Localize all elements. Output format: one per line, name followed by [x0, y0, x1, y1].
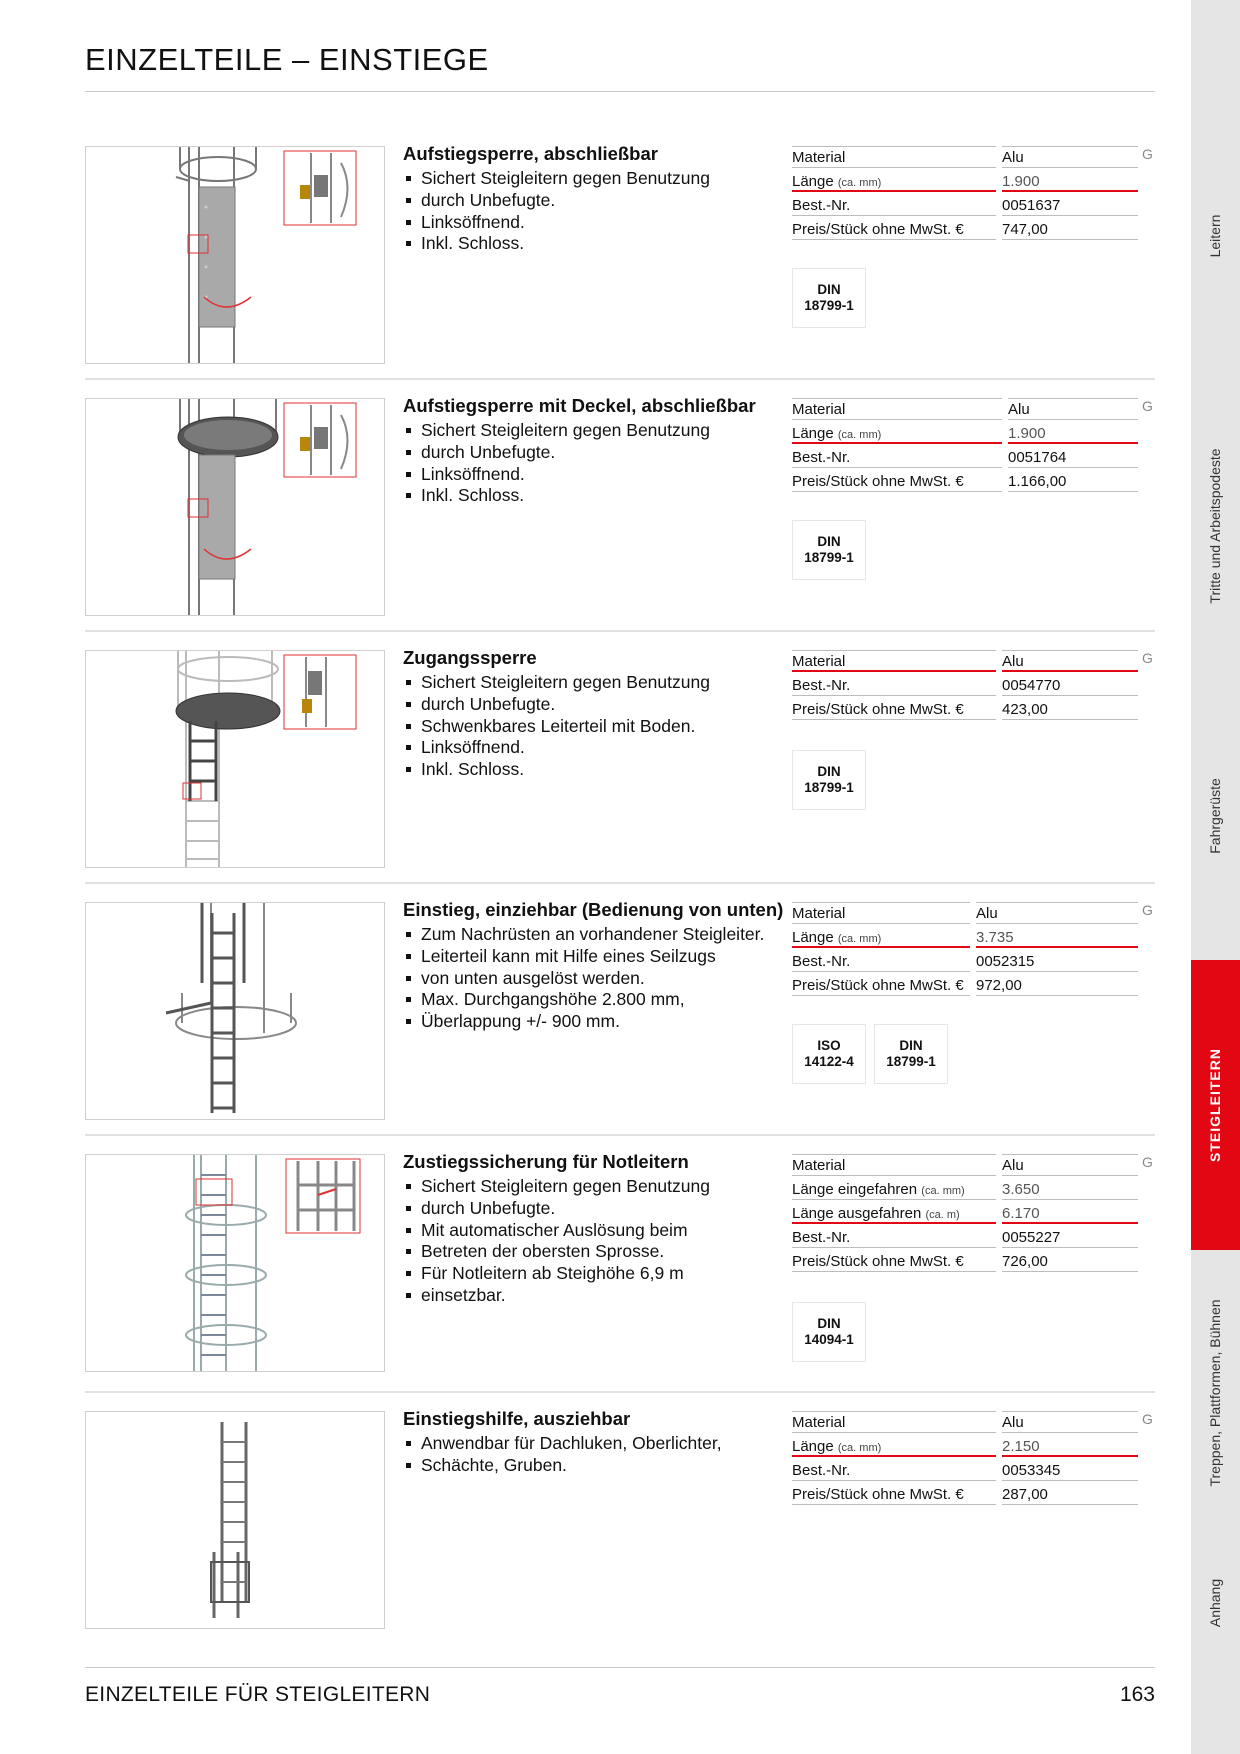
group-mark: G [1142, 650, 1153, 666]
page-title: EINZELTEILE – EINSTIEGE [85, 42, 489, 77]
norm-badge [792, 750, 866, 810]
product-image [85, 146, 385, 364]
norm-badge [792, 520, 866, 580]
spec-value: Alu [1002, 1414, 1024, 1431]
spec-label: Länge eingefahren [792, 1181, 918, 1198]
spec-value: Alu [1008, 401, 1030, 418]
product-description [403, 672, 710, 781]
product-divider [85, 378, 1155, 380]
spec-label-note: (ca. mm) [921, 1185, 965, 1197]
spec-value: Alu [1002, 149, 1024, 166]
bullet-item: Sichert Steigleitern gegen Benutzung [403, 672, 710, 694]
sidebar-tab-treppen[interactable]: Treppen, Plattformen, Bühnen [1207, 1299, 1223, 1487]
bullet-item: Schächte, Gruben. [403, 1455, 722, 1477]
spec-value: 0053345 [1002, 1462, 1061, 1479]
spec-label-note: (ca. mm) [837, 1442, 882, 1454]
bullet-item: von unten ausgelöst werden. [403, 968, 764, 990]
group-mark: G [1142, 902, 1153, 918]
spec-value: 0055227 [1002, 1229, 1061, 1246]
spec-value: Alu [1002, 653, 1024, 670]
page-number: 163 [1119, 1683, 1155, 1706]
bullet-item: Betreten der obersten Sprosse. [403, 1241, 710, 1263]
product-description [403, 924, 764, 1033]
product-image [85, 1411, 385, 1629]
header-divider [85, 91, 1155, 92]
bullet-item: Anwendbar für Dachluken, Oberlichter, [403, 1433, 722, 1455]
norm-type: ISO [817, 1038, 841, 1053]
spec-label: Länge [792, 1438, 834, 1455]
product-description [403, 168, 710, 255]
norm-number: 14122-4 [804, 1054, 854, 1069]
bullet-item: Zum Nachrüsten an vorhandener Steigleiter. [403, 924, 764, 946]
norm-number: 14094-1 [804, 1332, 854, 1347]
spec-value: 3.735 [976, 929, 1014, 946]
spec-label-note: (ca. mm) [837, 177, 882, 189]
product-block [85, 647, 1155, 868]
bullet-item: Linksöffnend. [403, 212, 710, 234]
norm-badge [874, 1024, 948, 1084]
spec-label: Material [792, 905, 846, 922]
product-title: Einstiegshilfe, ausziehbar [403, 1408, 631, 1429]
bullet-item: durch Unbefugte. [403, 694, 710, 716]
product-description [403, 1176, 710, 1307]
section-sidebar [1191, 0, 1240, 1754]
spec-value: 1.900 [1002, 173, 1040, 190]
product-divider [85, 1134, 1155, 1136]
norm-number: 18799-1 [804, 550, 854, 565]
group-mark: G [1142, 1411, 1153, 1427]
sidebar-tab-tritte[interactable]: Tritte und Arbeitspodeste [1207, 448, 1223, 604]
bullet-item: Schwenkbares Leiterteil mit Boden. [403, 716, 710, 738]
group-mark: G [1142, 146, 1153, 162]
spec-label-note: (ca. mm) [837, 429, 882, 441]
bullet-item: Inkl. Schloss. [403, 233, 710, 255]
sidebar-tab-leitern[interactable]: Leitern [1207, 214, 1223, 258]
bullet-item: Sichert Steigleitern gegen Benutzung [403, 420, 710, 442]
spec-label: Länge [792, 173, 834, 190]
spec-value: 726,00 [1002, 1253, 1048, 1270]
norm-number: 18799-1 [886, 1054, 936, 1069]
spec-value: 0054770 [1002, 677, 1061, 694]
spec-label: Material [792, 1157, 846, 1174]
spec-label-note: (ca. m) [925, 1209, 960, 1221]
norm-type: DIN [899, 1038, 923, 1053]
norm-type: DIN [817, 764, 841, 779]
product-divider [85, 882, 1155, 884]
footer-title: EINZELTEILE FÜR STEIGLEITERN [85, 1683, 431, 1706]
spec-value: 747,00 [1002, 221, 1048, 238]
product-description [403, 1433, 722, 1477]
spec-label: Länge [792, 425, 834, 442]
product-block [85, 1408, 1155, 1629]
bullet-item: Überlappung +/- 900 mm. [403, 1011, 764, 1033]
product-image [85, 1154, 385, 1372]
spec-value: 3.650 [1002, 1181, 1040, 1198]
spec-value: 972,00 [976, 977, 1022, 994]
spec-label: Best.-Nr. [792, 1462, 851, 1479]
bullet-item: durch Unbefugte. [403, 442, 710, 464]
product-image [85, 902, 385, 1120]
bullet-item: Inkl. Schloss. [403, 485, 710, 507]
spec-label: Länge [792, 929, 834, 946]
product-title: Zustiegssicherung für Notleitern [403, 1151, 689, 1172]
spec-label: Material [792, 149, 846, 166]
spec-value: 1.166,00 [1008, 473, 1067, 490]
bullet-item: Linksöffnend. [403, 464, 710, 486]
spec-label: Best.-Nr. [792, 197, 851, 214]
spec-value: 0052315 [976, 953, 1035, 970]
bullet-item: Leiterteil kann mit Hilfe eines Seilzugs [403, 946, 764, 968]
bullet-item: Für Notleitern ab Steighöhe 6,9 m [403, 1263, 710, 1285]
bullet-item: durch Unbefugte. [403, 1198, 710, 1220]
product-block [85, 899, 1155, 1120]
spec-value: Alu [976, 905, 998, 922]
spec-label: Preis/Stück ohne MwSt. € [792, 977, 964, 994]
spec-value: 1.900 [1008, 425, 1046, 442]
group-mark: G [1142, 398, 1153, 414]
product-title: Einstieg, einziehbar (Bedienung von unten) [403, 899, 784, 920]
product-title: Aufstiegsperre, abschließbar [403, 143, 658, 164]
norm-number: 18799-1 [804, 298, 854, 313]
product-description [403, 420, 710, 507]
product-title: Aufstiegsperre mit Deckel, abschließbar [403, 395, 756, 416]
bullet-item: Max. Durchgangshöhe 2.800 mm, [403, 989, 764, 1011]
spec-label: Best.-Nr. [792, 1229, 851, 1246]
norm-badge [792, 1024, 866, 1084]
spec-label: Material [792, 401, 846, 418]
footer-divider [85, 1667, 1155, 1668]
product-block [85, 143, 1155, 364]
product-divider [85, 630, 1155, 632]
product-image [85, 650, 385, 868]
norm-type: DIN [817, 534, 841, 549]
bullet-item: Inkl. Schloss. [403, 759, 710, 781]
spec-label: Best.-Nr. [792, 953, 851, 970]
spec-label: Material [792, 653, 846, 670]
product-block [85, 1151, 1155, 1372]
sidebar-tab-steigleitern[interactable]: STEIGLEITERN [1207, 1048, 1223, 1162]
spec-value: 0051637 [1002, 197, 1061, 214]
spec-value: Alu [1002, 1157, 1024, 1174]
spec-label: Preis/Stück ohne MwSt. € [792, 221, 964, 238]
product-divider [85, 1391, 1155, 1393]
bullet-item: Sichert Steigleitern gegen Benutzung [403, 168, 710, 190]
spec-value: 423,00 [1002, 701, 1048, 718]
product-image [85, 398, 385, 616]
spec-label-note: (ca. mm) [837, 933, 882, 945]
norm-type: DIN [817, 1316, 841, 1331]
product-block [85, 395, 1155, 616]
group-mark: G [1142, 1154, 1153, 1170]
spec-value: 6.170 [1002, 1205, 1040, 1222]
norm-type: DIN [817, 282, 841, 297]
spec-label: Best.-Nr. [792, 449, 851, 466]
spec-label: Preis/Stück ohne MwSt. € [792, 1253, 964, 1270]
spec-label: Preis/Stück ohne MwSt. € [792, 701, 964, 718]
bullet-item: Linksöffnend. [403, 737, 710, 759]
sidebar-tab-fahrgerueste[interactable]: Fahrgerüste [1207, 778, 1223, 854]
bullet-item: einsetzbar. [403, 1285, 710, 1307]
spec-label: Best.-Nr. [792, 677, 851, 694]
norm-number: 18799-1 [804, 780, 854, 795]
norm-badge [792, 1302, 866, 1362]
norm-badge [792, 268, 866, 328]
bullet-item: Mit automatischer Auslösung beim [403, 1220, 710, 1242]
spec-label: Preis/Stück ohne MwSt. € [792, 473, 964, 490]
sidebar-tab-anhang[interactable]: Anhang [1207, 1578, 1223, 1628]
spec-label: Material [792, 1414, 846, 1431]
spec-label: Preis/Stück ohne MwSt. € [792, 1486, 964, 1503]
bullet-item: Sichert Steigleitern gegen Benutzung [403, 1176, 710, 1198]
spec-value: 287,00 [1002, 1486, 1048, 1503]
product-title: Zugangssperre [403, 647, 537, 668]
spec-value: 2.150 [1002, 1438, 1040, 1455]
spec-value: 0051764 [1008, 449, 1067, 466]
bullet-item: durch Unbefugte. [403, 190, 710, 212]
spec-label: Länge ausgefahren [792, 1205, 922, 1222]
